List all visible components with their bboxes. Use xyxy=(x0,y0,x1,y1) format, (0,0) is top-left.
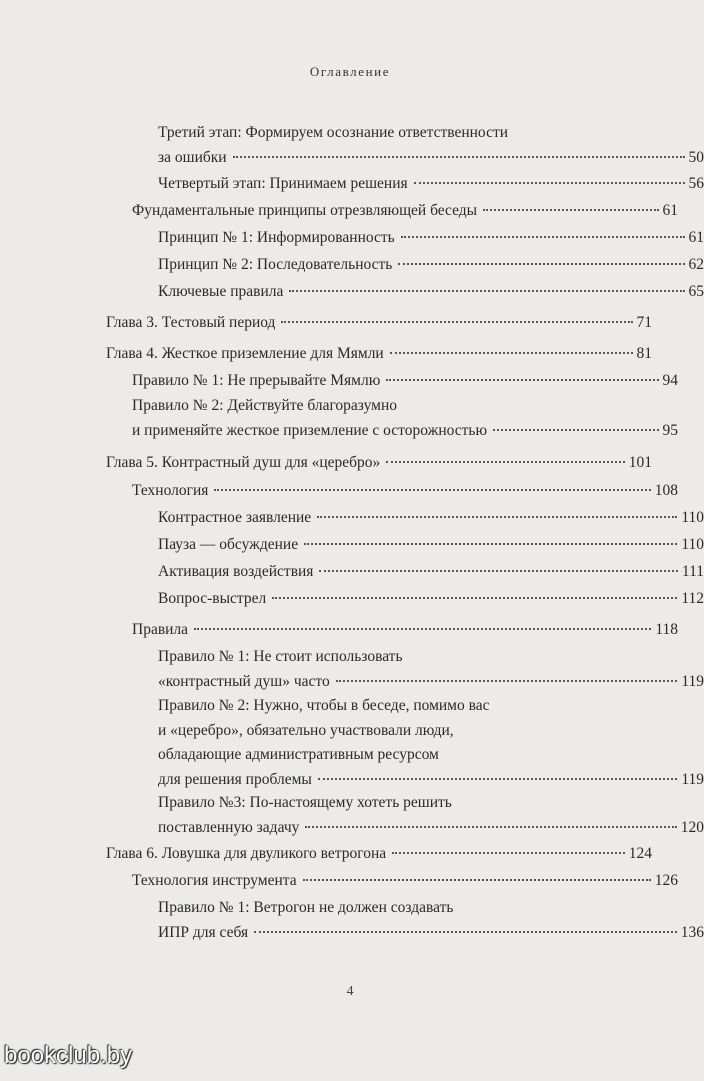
toc-entry-title: для решения проблемы xyxy=(158,770,312,788)
toc-entry xyxy=(106,342,652,367)
toc-page-number: 119 xyxy=(681,770,704,788)
dot-leader xyxy=(272,597,677,599)
toc-entry-line xyxy=(158,172,704,197)
toc-entry-line xyxy=(158,587,704,612)
toc-entry xyxy=(106,451,652,476)
toc-page-number: 61 xyxy=(688,229,704,246)
dot-leader xyxy=(398,263,684,265)
toc-page-number: 111 xyxy=(681,563,704,580)
dot-leader xyxy=(318,778,678,780)
toc-page-number: 108 xyxy=(654,482,678,499)
dot-leader xyxy=(414,182,685,184)
toc-entry-line xyxy=(158,560,704,585)
toc-entry xyxy=(106,199,678,224)
toc-entry-title: Правило № 1: Ветрогон не должен создавать xyxy=(158,899,454,916)
toc-entry xyxy=(106,587,704,612)
toc-entry-title: Глава 3. Тестовый период xyxy=(106,314,276,331)
toc-entry-title: ИПР для себя xyxy=(158,923,249,941)
toc-entry-line xyxy=(158,719,704,744)
toc-entry-title: Четвертый этап: Принимаем решения xyxy=(158,175,408,192)
toc-entry-line xyxy=(106,842,652,867)
toc-entry-line xyxy=(158,506,704,531)
toc-entry-line xyxy=(158,921,704,946)
toc-entry-title: за ошибки xyxy=(158,148,227,166)
toc-entry-line xyxy=(158,816,704,841)
toc-page-number: 136 xyxy=(680,923,704,941)
toc-entry-title: Правило № 1: Не стоит использовать xyxy=(158,648,403,665)
toc-entry-line xyxy=(158,645,704,670)
toc-entry-title: Активация воздействия xyxy=(158,563,314,580)
toc-entry xyxy=(106,253,704,278)
toc-entry-title: Технология xyxy=(132,482,209,499)
toc-entry-title: Правило №3: По-настоящему хотеть решить xyxy=(158,794,452,811)
dot-leader xyxy=(281,321,632,323)
dot-leader xyxy=(493,429,658,431)
toc-entry-line xyxy=(106,342,652,367)
toc-entry xyxy=(106,645,704,694)
toc-entry-line xyxy=(158,768,704,793)
toc-entry-title: Глава 5. Контрастный душ для «церебро» xyxy=(106,454,381,471)
toc-entry-line xyxy=(158,743,704,768)
toc-entry xyxy=(106,791,704,840)
toc-page-number: 95 xyxy=(662,421,678,439)
toc-entry xyxy=(106,869,678,894)
toc-entry-line xyxy=(132,369,678,394)
toc-entry-line xyxy=(158,280,704,305)
toc-entry xyxy=(106,560,704,585)
toc-page-number: 61 xyxy=(662,202,678,219)
toc-entry-line xyxy=(106,451,652,476)
toc-entry xyxy=(106,533,704,558)
toc-entry-line xyxy=(132,419,678,444)
toc-entry-title: Пауза — обсуждение xyxy=(158,536,299,553)
toc-entry-title: Фундаментальные принципы отрезвляющей беседы xyxy=(132,202,478,219)
toc-entry xyxy=(106,896,704,945)
toc-entry xyxy=(106,280,704,305)
toc-page-number: 119 xyxy=(681,672,704,690)
toc-entry-line xyxy=(158,896,704,921)
dot-leader xyxy=(303,879,651,881)
dot-leader xyxy=(254,931,677,933)
dot-leader xyxy=(392,852,625,854)
dot-leader xyxy=(289,290,684,292)
toc-page-number: 94 xyxy=(662,372,678,389)
toc-entry-title: Глава 6. Ловушка для двуликого ветрогона xyxy=(106,845,387,862)
toc-entry-line xyxy=(158,253,704,278)
toc-page-number: 71 xyxy=(636,314,652,331)
toc-page-number: 62 xyxy=(688,256,704,273)
toc-page-number: 126 xyxy=(654,872,678,889)
toc-entry-title: Принцип № 2: Последовательность xyxy=(158,256,393,273)
dot-leader xyxy=(336,680,678,682)
dot-leader xyxy=(483,209,658,211)
toc-entry xyxy=(106,121,704,170)
dot-leader xyxy=(386,379,658,381)
toc-entry-title: Глава 4. Жесткое приземление для Мямли xyxy=(106,345,384,362)
toc-entry-title: и применяйте жесткое приземление с осторожностью xyxy=(132,421,488,439)
toc-entry-line xyxy=(158,121,704,146)
toc-entry-line xyxy=(158,146,704,171)
dot-leader xyxy=(317,516,677,518)
dot-leader xyxy=(390,352,633,354)
dot-leader xyxy=(233,156,685,158)
toc-page-number: 118 xyxy=(655,621,678,638)
toc-entry-title: Технология инструмента xyxy=(132,872,297,889)
toc-page-number: 81 xyxy=(636,345,652,362)
watermark-logo: bookclub.by xyxy=(4,1042,133,1069)
toc-entry xyxy=(106,506,704,531)
toc-entry-line xyxy=(132,869,678,894)
toc-entry xyxy=(106,694,704,792)
toc-entry-title: Контрастное заявление xyxy=(158,509,312,526)
toc-entry-line xyxy=(158,533,704,558)
toc-page-number: 65 xyxy=(688,283,704,300)
toc-entry-title: Правило № 1: Не прерывайте Мямлю xyxy=(132,372,381,389)
toc-entry xyxy=(106,618,678,643)
toc-entry-line xyxy=(158,791,704,816)
toc-entry-line xyxy=(158,694,704,719)
toc-entry xyxy=(106,172,704,197)
toc-page-number: 110 xyxy=(681,536,704,553)
dot-leader xyxy=(304,543,677,545)
toc-entry xyxy=(106,369,678,394)
toc-entry-title: Принцип № 1: Информированность xyxy=(158,229,395,246)
toc-page-number: 50 xyxy=(688,148,704,166)
toc-entry-line xyxy=(132,479,678,504)
toc-entry-title: Правила xyxy=(132,621,189,638)
toc-entry-line xyxy=(106,311,652,336)
toc-entry xyxy=(106,226,704,251)
toc-entry-line xyxy=(132,394,678,419)
running-header: Оглавление xyxy=(309,64,391,79)
toc-entry-title: Вопрос-выстрел xyxy=(158,590,267,607)
toc-entry-line xyxy=(132,199,678,224)
toc-entry-title: Правило № 2: Действуйте благоразумно xyxy=(132,397,398,414)
toc-entry-title: и «церебро», обязательно участвовали люди, xyxy=(158,721,454,739)
toc-entry-title: поставленную задачу xyxy=(158,818,300,836)
toc-entry xyxy=(106,479,678,504)
toc-entry-line xyxy=(158,226,704,251)
toc-entry-line xyxy=(132,618,678,643)
toc-entry-title: Правило № 2: Нужно, чтобы в беседе, помимо вас xyxy=(158,697,490,714)
toc-page-number: 124 xyxy=(628,845,652,862)
toc-entry xyxy=(106,842,652,867)
toc-entry-line xyxy=(158,670,704,695)
page-number: 4 xyxy=(346,984,354,999)
dot-leader xyxy=(401,236,685,238)
toc-entry xyxy=(106,311,652,336)
toc-page-number: 120 xyxy=(680,818,704,836)
toc-page-number: 56 xyxy=(688,175,704,192)
dot-leader xyxy=(305,826,676,828)
toc-page-number: 112 xyxy=(681,590,704,607)
dot-leader xyxy=(386,461,624,463)
toc-page-number: 101 xyxy=(628,454,652,471)
toc-entry-title: Третий этап: Формируем осознание ответственности xyxy=(158,124,509,141)
dot-leader xyxy=(214,489,650,491)
dot-leader xyxy=(194,628,651,630)
toc-entry-title: Ключевые правила xyxy=(158,283,284,300)
toc-entry-title: обладающие административным ресурсом xyxy=(158,746,439,763)
toc-page-number: 110 xyxy=(681,509,704,526)
dot-leader xyxy=(319,570,677,572)
toc-entry xyxy=(106,394,678,443)
toc-entry-title: «контрастный душ» часто xyxy=(158,672,330,690)
